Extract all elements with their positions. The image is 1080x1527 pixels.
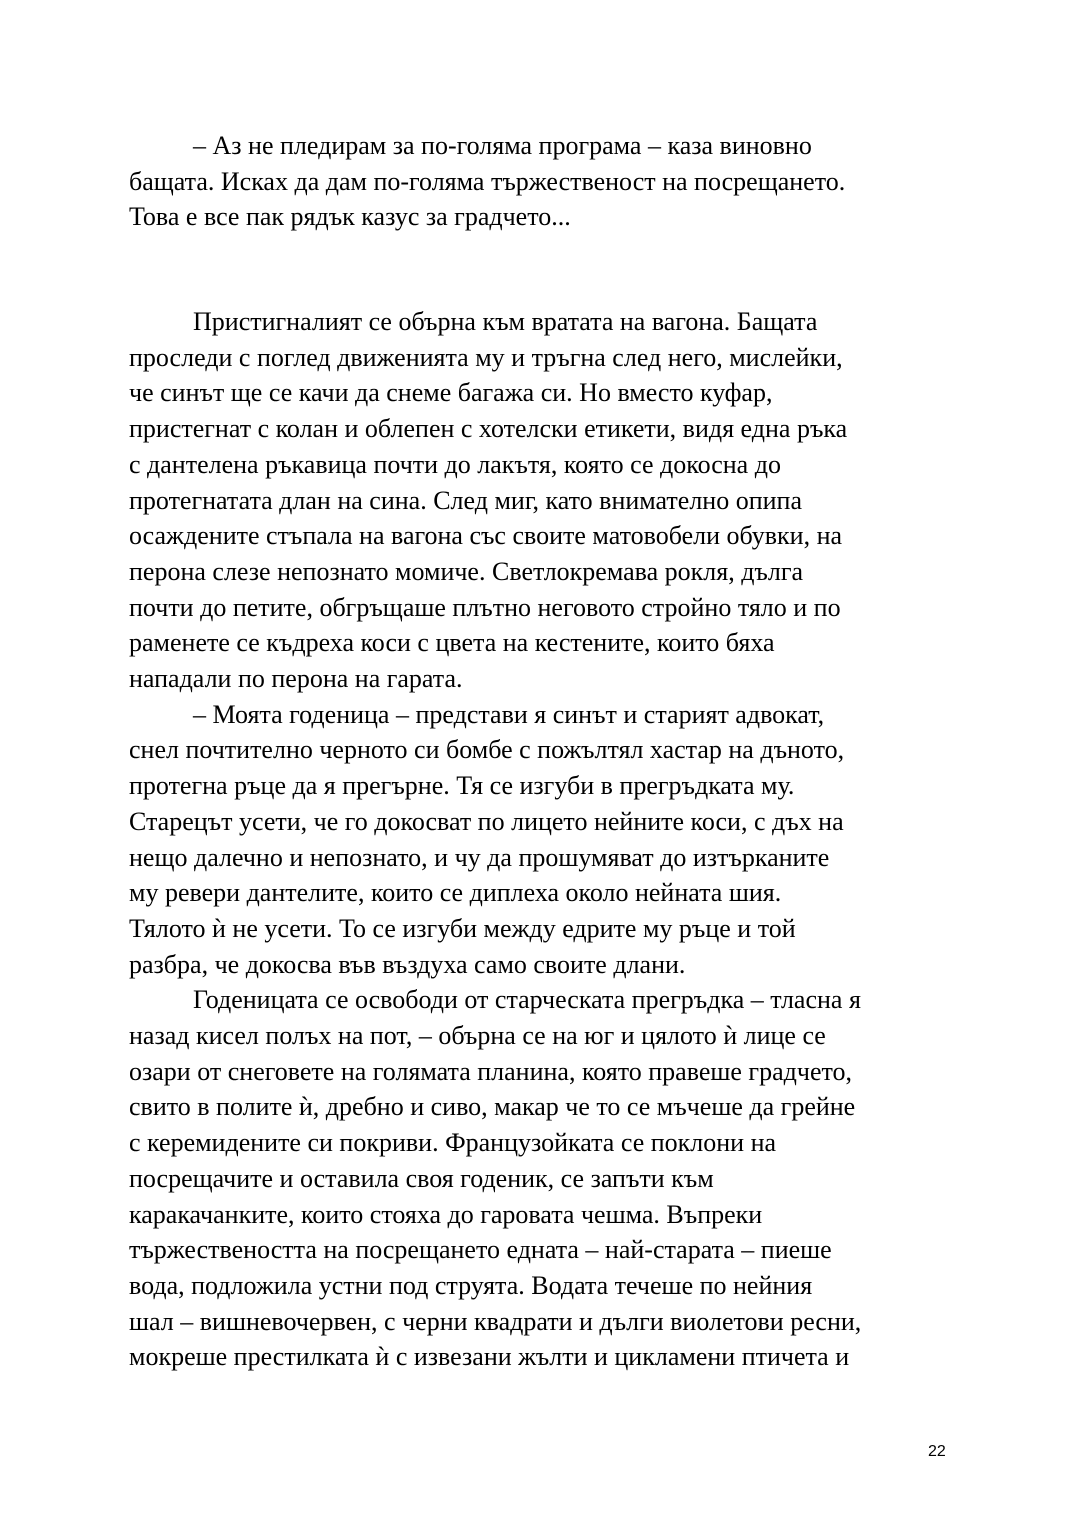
text-line: почти до петите, обгръщаше плътно неговото стройно тяло и по bbox=[129, 592, 841, 622]
text-block-top bbox=[129, 128, 959, 235]
text-line: нещо далечно и непознато, и чу да прошумяват до изтърканите bbox=[129, 842, 830, 872]
text-line: му ревери дантелите, които се диплеха около нейната шия. bbox=[129, 878, 782, 908]
text-line: Тялото ѝ не усети. То се изгуби между едрите му ръце и той bbox=[129, 913, 796, 943]
text-line: свито в полите ѝ, дребно и сиво, макар че то се мъчеше да грейне bbox=[129, 1092, 856, 1122]
text-line: вода, подложила устни под струята. Водата течеше по нейния bbox=[129, 1270, 813, 1300]
text-line: разбра, че докосва във въздуха само своите длани. bbox=[129, 949, 686, 979]
text-line: тържествеността на посрещането едната – най-старата – пиеше bbox=[129, 1235, 832, 1265]
text-line: Старецът усети, че го докосват по лицето нейните коси, с дъх на bbox=[129, 806, 844, 836]
text-line: протегнатата длан на сина. След миг, като внимателно опипа bbox=[129, 485, 802, 515]
text-line: с керемидените си покриви. Французойката се поклони на bbox=[129, 1128, 777, 1158]
text-line: пристегнат с колан и облепен с хотелски етикети, видя една ръка bbox=[129, 414, 848, 444]
text-line: – Моята годеница – представи я синът и старият адвокат, bbox=[193, 699, 825, 729]
text-line: озари от снеговете на голямата планина, която правеше градчето, bbox=[129, 1056, 852, 1086]
text-line: каракачанките, които стояха до гаровата чешма. Въпреки bbox=[129, 1199, 763, 1229]
text-line: Това е все пак рядък казус за градчето... bbox=[129, 202, 571, 232]
text-line: нападали по перона на гарата. bbox=[129, 664, 463, 694]
text-line: с дантелена ръкавица почти до лакътя, която се докосна до bbox=[129, 449, 781, 479]
text-line: посрещачите и оставила своя годеник, се запъти към bbox=[129, 1163, 714, 1193]
text-line: – Аз не пледирам за по-голяма програма – каза виновно bbox=[193, 131, 812, 160]
text-line: назад кисел полъх на пот, – обърна се на юг и цялото ѝ лице се bbox=[129, 1021, 826, 1051]
text-line: проследи с поглед движенията му и тръгна след него, мислейки, bbox=[129, 342, 843, 372]
text-line: Годеницата се освободи от старческата прегръдка – тласна я bbox=[193, 985, 861, 1015]
text-line: протегна ръце да я прегърне. Тя се изгуби в прегръдката му. bbox=[129, 771, 795, 801]
text-line: че синът ще се качи да снеме багажа си. Но вместо куфар, bbox=[129, 378, 773, 408]
text-line: бащата. Исках да дам по-голяма тържественост на посрещането. bbox=[129, 166, 846, 196]
text-line: Пристигналият се обърна към вратата на вагона. Бащата bbox=[193, 307, 818, 336]
text-line: раменете се къдреха коси с цвета на кестените, които бяха bbox=[129, 628, 775, 658]
text-line: снел почтително черното си бомбе с пожълтял хастар на дъното, bbox=[129, 735, 845, 765]
page-number: 22 bbox=[928, 1443, 946, 1460]
text-line: шал – вишневочервен, с черни квадрати и дълги виолетови ресни, bbox=[129, 1306, 862, 1336]
text-line: осаждените стъпала на вагона със своите матовобели обувки, на bbox=[129, 521, 843, 551]
text-line: перона слезе непознато момиче. Светлокремава рокля, дълга bbox=[129, 556, 804, 586]
text-line: мокреше престилката ѝ с извезани жълти и цикламени птичета и bbox=[129, 1342, 850, 1372]
text-block-main bbox=[129, 304, 959, 1375]
